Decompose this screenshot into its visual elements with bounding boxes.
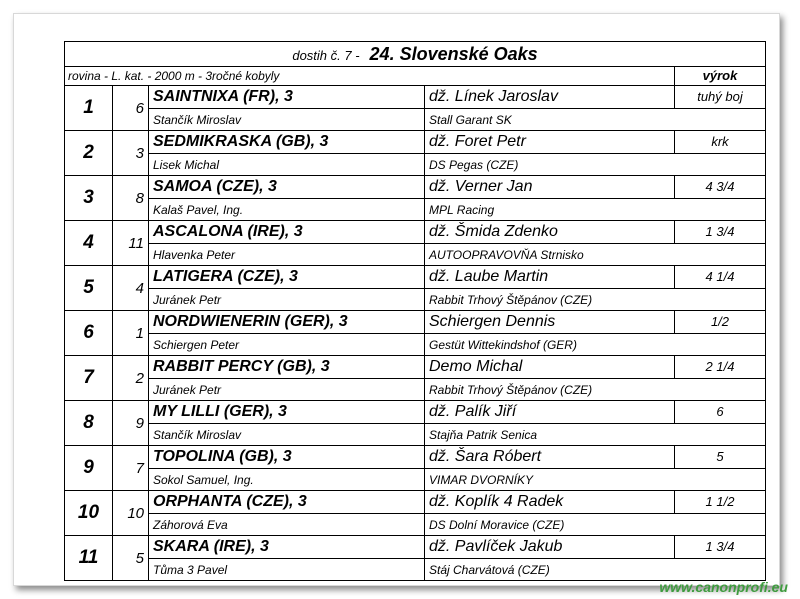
horse-name: SAMOA (CZE), 3 — [149, 176, 425, 198]
entry-details — [149, 176, 765, 220]
start-number: 7 — [113, 446, 149, 490]
result-row — [65, 176, 765, 221]
owner-name: Rabbit Trhový Štěpánov (CZE) — [429, 293, 593, 307]
entry-details — [149, 266, 765, 310]
horse-name: SAINTNIXA (FR), 3 — [149, 86, 425, 108]
start-number: 10 — [113, 491, 149, 535]
start-number: 4 — [113, 266, 149, 310]
finish-position: 6 — [65, 311, 113, 355]
horse-name: ASCALONA (IRE), 3 — [149, 221, 425, 243]
jockey-name: dž. Šara Róbert — [425, 446, 675, 468]
finish-margin: krk — [711, 134, 729, 149]
owner-name: Stajňa Patrik Senica — [429, 428, 538, 442]
trainer-name: Hlavenka Peter — [149, 244, 425, 266]
entry-details — [149, 86, 765, 130]
race-info-row — [65, 67, 765, 86]
result-row — [65, 491, 765, 536]
start-number: 11 — [113, 221, 149, 265]
result-row — [65, 86, 765, 131]
results-table — [64, 41, 766, 581]
jockey-name: dž. Foret Petr — [425, 131, 675, 153]
start-number: 8 — [113, 176, 149, 220]
horse-name: SEDMIKRASKA (GB), 3 — [149, 131, 425, 153]
trainer-name: Kalaš Pavel, Ing. — [149, 199, 425, 221]
jockey-name: dž. Verner Jan — [425, 176, 675, 198]
jockey-name: dž. Laube Martin — [425, 266, 675, 288]
jockey-name: dž. Línek Jaroslav — [425, 86, 675, 108]
horse-name: SKARA (IRE), 3 — [149, 536, 425, 558]
trainer-name: Juránek Petr — [149, 289, 425, 311]
finish-margin: 6 — [716, 404, 724, 419]
trainer-name: Stančík Miroslav — [149, 109, 425, 131]
jockey-name: dž. Šmida Zdenko — [425, 221, 675, 243]
result-row — [65, 221, 765, 266]
jockey-name: dž. Palík Jiří — [425, 401, 675, 423]
race-number: dostih č. 7 - — [292, 48, 360, 63]
finish-margin: 1 3/4 — [705, 224, 735, 239]
trainer-name: Záhorová Eva — [149, 514, 425, 536]
horse-name: MY LILLI (GER), 3 — [149, 401, 425, 423]
jockey-name: dž. Koplík 4 Radek — [425, 491, 675, 513]
entry-details — [149, 131, 765, 175]
trainer-name: Stančík Miroslav — [149, 424, 425, 446]
start-number: 3 — [113, 131, 149, 175]
entry-details — [149, 311, 765, 355]
owner-name: DS Pegas (CZE) — [429, 158, 519, 172]
horse-name: RABBIT PERCY (GB), 3 — [149, 356, 425, 378]
owner-name: Gestüt Wittekindshof (GER) — [429, 338, 577, 352]
result-row — [65, 356, 765, 401]
finish-position: 8 — [65, 401, 113, 445]
jockey-name: Schiergen Dennis — [425, 311, 675, 333]
finish-margin: 2 1/4 — [705, 359, 735, 374]
result-row — [65, 446, 765, 491]
result-row — [65, 536, 765, 580]
owner-name: Stall Garant SK — [429, 113, 512, 127]
horse-name: LATIGERA (CZE), 3 — [149, 266, 425, 288]
trainer-name: Lisek Michal — [149, 154, 425, 176]
entry-details — [149, 536, 765, 580]
owner-name: DS Dolní Moravice (CZE) — [429, 518, 565, 532]
race-title-row — [65, 41, 765, 67]
finish-margin: 4 3/4 — [705, 179, 735, 194]
owner-name: Stáj Charvátová (CZE) — [429, 563, 550, 577]
finish-position: 4 — [65, 221, 113, 265]
finish-position: 3 — [65, 176, 113, 220]
start-number: 6 — [113, 86, 149, 130]
finish-margin: 1 1/2 — [705, 494, 735, 509]
finish-margin: tuhý boj — [697, 89, 743, 104]
finish-position: 1 — [65, 86, 113, 130]
entry-details — [149, 491, 765, 535]
trainer-name: Schiergen Peter — [149, 334, 425, 356]
horse-name: TOPOLINA (GB), 3 — [149, 446, 425, 468]
jockey-name: dž. Pavlíček Jakub — [425, 536, 675, 558]
results-sheet — [13, 13, 780, 586]
start-number: 2 — [113, 356, 149, 400]
finish-position: 9 — [65, 446, 113, 490]
result-row — [65, 311, 765, 356]
finish-position: 11 — [65, 536, 113, 580]
trainer-name: Juránek Petr — [149, 379, 425, 401]
horse-name: ORPHANTA (CZE), 3 — [149, 491, 425, 513]
start-number: 1 — [113, 311, 149, 355]
entry-details — [149, 356, 765, 400]
trainer-name: Sokol Samuel, Ing. — [149, 469, 425, 491]
finish-margin: 5 — [716, 449, 724, 464]
finish-margin: 1/2 — [710, 314, 730, 329]
race-title: 24. Slovenské Oaks — [369, 44, 538, 64]
result-row — [65, 401, 765, 446]
finish-position: 7 — [65, 356, 113, 400]
result-row — [65, 266, 765, 311]
entry-details — [149, 446, 765, 490]
finish-position: 2 — [65, 131, 113, 175]
trainer-name: Tůma 3 Pavel — [149, 559, 425, 581]
entries-list — [65, 86, 765, 580]
entry-details — [149, 401, 765, 445]
owner-name: Rabbit Trhový Štěpánov (CZE) — [429, 383, 593, 397]
start-number: 5 — [113, 536, 149, 580]
start-number: 9 — [113, 401, 149, 445]
owner-name: MPL Racing — [429, 203, 495, 217]
owner-name: AUTOOPRAVOVŇA Strnisko — [429, 248, 584, 262]
finish-margin: 4 1/4 — [705, 269, 735, 284]
horse-name: NORDWIENERIN (GER), 3 — [149, 311, 425, 333]
finish-margin: 1 3/4 — [705, 539, 735, 554]
jockey-name: Demo Michal — [425, 356, 675, 378]
result-row — [65, 131, 765, 176]
margin-column-header: výrok — [674, 67, 765, 85]
watermark: www.canonprofi.eu — [659, 579, 788, 595]
finish-position: 10 — [65, 491, 113, 535]
race-info: rovina - L. kat. - 2000 m - 3ročné kobyly — [68, 69, 280, 83]
owner-name: VIMAR DVORNÍKY — [429, 473, 534, 487]
finish-position: 5 — [65, 266, 113, 310]
entry-details — [149, 221, 765, 265]
